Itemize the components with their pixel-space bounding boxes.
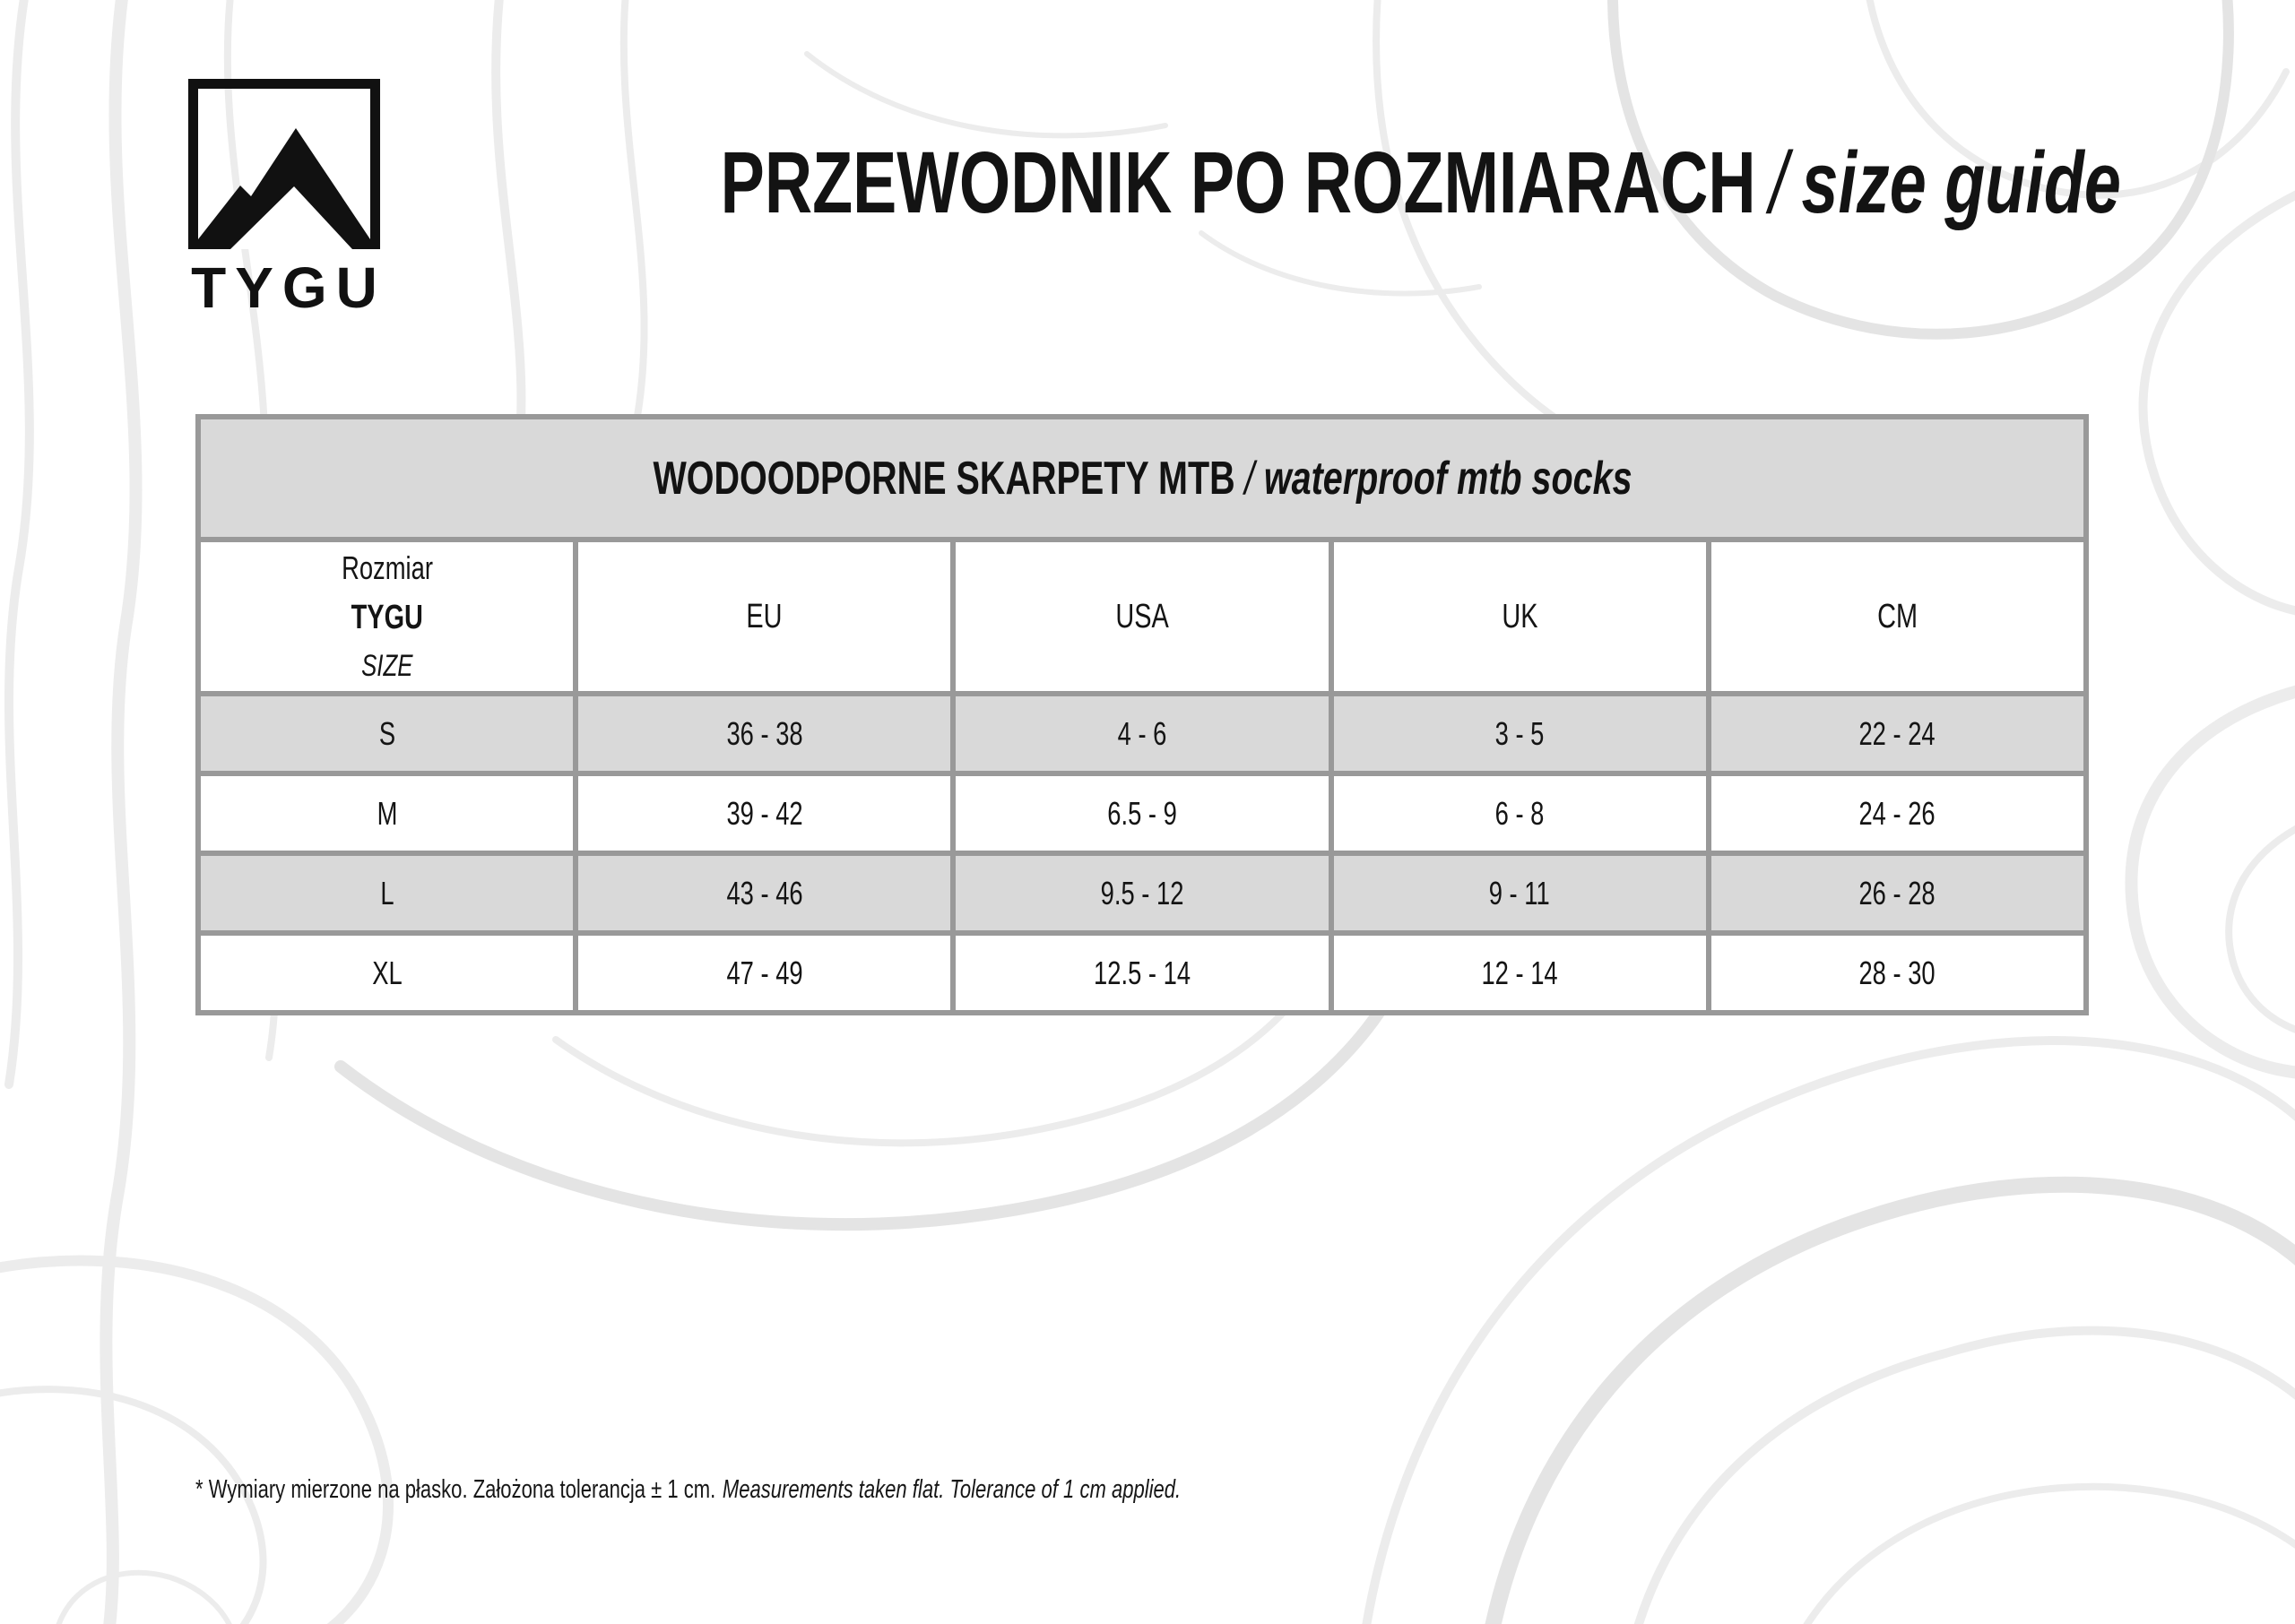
- table-row-xl: [198, 933, 2086, 1013]
- header-usa: USA: [953, 540, 1330, 694]
- page-title-en: size guide: [1801, 134, 2121, 231]
- page-title: [499, 136, 2292, 229]
- footnote-pl: * Wymiary mierzone na płasko. Założona tolerancja ± 1 cm.: [195, 1475, 716, 1504]
- cell-size: XL: [198, 933, 576, 1013]
- table-header-row: [198, 540, 2086, 694]
- header-uk: UK: [1331, 540, 1709, 694]
- cell-cm: 26 - 28: [1709, 853, 2086, 933]
- cell-eu: 43 - 46: [576, 853, 953, 933]
- table-row-m: [198, 773, 2086, 853]
- table-row-l: [198, 853, 2086, 933]
- cell-eu: 36 - 38: [576, 694, 953, 773]
- title-separator: /: [1769, 134, 1788, 231]
- size-guide-table: [195, 414, 2089, 1015]
- cell-usa: 12.5 - 14: [953, 933, 1330, 1013]
- brand-logo: [188, 79, 386, 321]
- header-size-en-label: SIZE: [360, 649, 413, 683]
- cell-usa: 9.5 - 12: [953, 853, 1330, 933]
- table-caption-row: [198, 417, 2086, 540]
- cell-uk: 3 - 5: [1331, 694, 1709, 773]
- cell-uk: 12 - 14: [1331, 933, 1709, 1013]
- header-cm: CM: [1709, 540, 2086, 694]
- table-caption-en: waterproof mtb socks: [1263, 452, 1632, 505]
- cell-cm: 24 - 26: [1709, 773, 2086, 853]
- cell-uk: 9 - 11: [1331, 853, 1709, 933]
- table-caption-separator: /: [1243, 452, 1254, 505]
- cell-size: L: [198, 853, 576, 933]
- cell-cm: 22 - 24: [1709, 694, 2086, 773]
- brand-wordmark: TYGU: [191, 255, 386, 320]
- cell-size: M: [198, 773, 576, 853]
- table-caption-pl: WODOODPORNE SKARPETY MTB: [652, 452, 1235, 505]
- cell-uk: 6 - 8: [1331, 773, 1709, 853]
- mountain-logo-icon: [188, 79, 380, 249]
- footnote: [195, 1475, 1492, 1505]
- cell-cm: 28 - 30: [1709, 933, 2086, 1013]
- cell-eu: 47 - 49: [576, 933, 953, 1013]
- cell-size: S: [198, 694, 576, 773]
- cell-eu: 39 - 42: [576, 773, 953, 853]
- page-title-pl: PRZEWODNIK PO ROZMIARACH: [720, 134, 1756, 231]
- header-tygu-label: TYGU: [351, 599, 423, 636]
- footnote-en: Measurements taken flat. Tolerance of 1 cm applied.: [722, 1475, 1182, 1504]
- header-size-cell: [198, 540, 576, 694]
- table-caption-cell: [198, 417, 2086, 540]
- cell-usa: 6.5 - 9: [953, 773, 1330, 853]
- cell-usa: 4 - 6: [953, 694, 1330, 773]
- header-rozmiar-label: Rozmiar: [341, 549, 433, 586]
- table-row-s: [198, 694, 2086, 773]
- header-eu: EU: [576, 540, 953, 694]
